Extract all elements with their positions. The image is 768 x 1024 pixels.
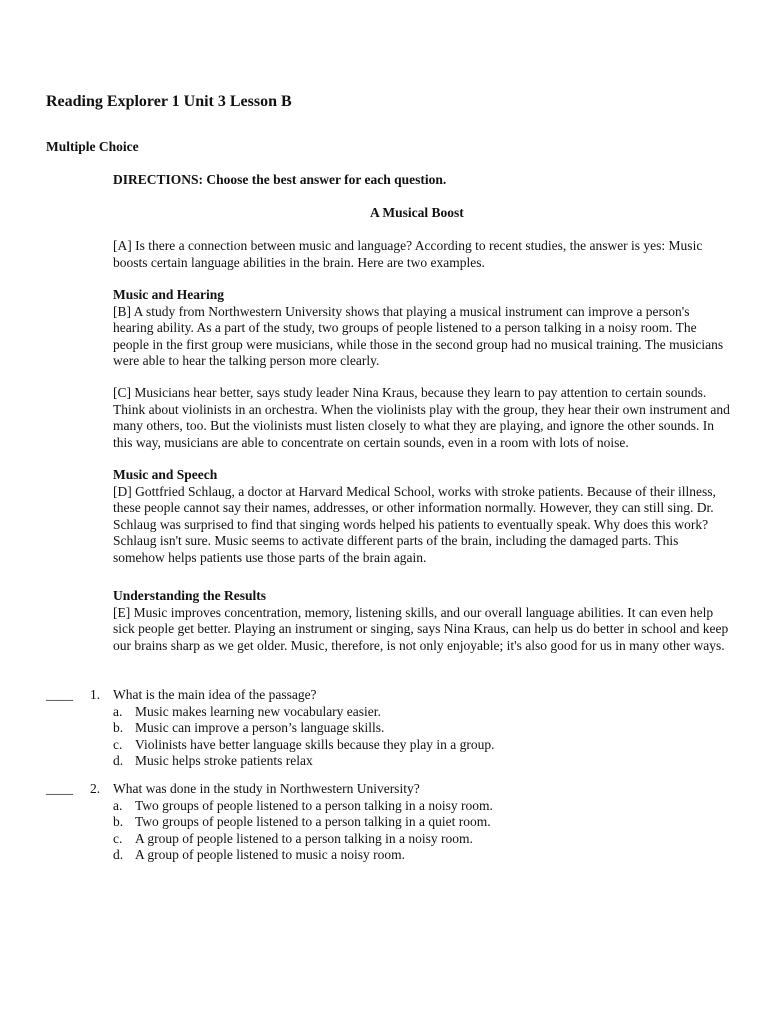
option-d[interactable] <box>113 847 493 864</box>
answer-blank[interactable]: ____ <box>46 687 73 702</box>
option-c[interactable] <box>113 831 493 848</box>
answer-options <box>113 798 493 864</box>
paragraph-c <box>113 385 733 451</box>
option-letter: d. <box>113 847 124 862</box>
option-c[interactable] <box>113 737 494 754</box>
option-letter: c. <box>113 830 123 846</box>
answer-options <box>113 704 494 770</box>
paragraph-b <box>113 287 733 370</box>
option-letter: b. <box>113 720 124 735</box>
subheading-music-and-hearing: Music and Hearing <box>113 287 225 302</box>
subheading-understanding-the-results: Understanding the Results <box>113 588 267 603</box>
question-text: What is the main idea of the passage? <box>113 687 317 702</box>
subheading-music-and-speech: Music and Speech <box>113 467 218 482</box>
option-letter: b. <box>113 814 124 829</box>
option-d[interactable] <box>113 753 494 770</box>
document-title: Reading Explorer 1 Unit 3 Lesson B <box>46 93 292 110</box>
paragraph-b-text: [B] A study from Northwestern University shows that playing a musical instrument can improve a person's hearing ability. As a part of the study, two groups of people listened to a person talking in a noisy room. The people in the first group were musicians, while those in the second group had no musical training. The musicians were able to hear the talking person more clearly. <box>113 303 724 368</box>
option-letter: c. <box>113 736 123 752</box>
option-text: A group of people listened to a person talking in a noisy room. <box>135 830 473 846</box>
option-b[interactable] <box>113 720 494 737</box>
paragraph-a-text: [A] Is there a connection between music and language? According to recent studies, the answer is yes: Music boosts certain language abilities in the brain. Here are two examples. <box>113 238 703 270</box>
question-text: What was done in the study in Northwestern University? <box>113 781 420 796</box>
option-letter: d. <box>113 753 124 768</box>
option-text: Music can improve a person’s language skills. <box>135 720 385 735</box>
passage-title: A Musical Boost <box>370 205 464 220</box>
paragraph-a <box>113 238 733 271</box>
option-letter: a. <box>113 797 123 813</box>
option-text: Two groups of people listened to a person talking in a noisy room. <box>135 797 493 813</box>
option-b[interactable] <box>113 814 493 831</box>
question-number: 1. <box>90 687 101 702</box>
option-text: Music helps stroke patients relax <box>135 753 313 768</box>
paragraph-e-text: [E] Music improves concentration, memory, listening skills, and our overall language abilities. It can even help sick people get better. Playing an instrument or singing, says Nina Kraus, can help us do better in school and keep our brains sharp as we get older. Music, therefore, is not only enjoyable; it's also good for us in many other ways. <box>113 604 729 653</box>
option-letter: a. <box>113 703 123 719</box>
question-number: 2. <box>90 781 101 796</box>
option-text: Music makes learning new vocabulary easier. <box>135 703 381 719</box>
paragraph-d <box>113 467 733 566</box>
paragraph-c-text: [C] Musicians hear better, says study leader Nina Kraus, because they learn to pay attention to certain sounds. Think about violinists in an orchestra. When the violinists play with the group, they hear their own instrument and many others, too. But the violinists must listen closely to what they are playing, and ignore the other sounds. In this way, musicians are able to concentrate on certain sounds, even in a room with lots of noise. <box>113 385 730 450</box>
answer-blank[interactable]: ____ <box>46 781 73 796</box>
option-text: Two groups of people listened to a person talking in a quiet room. <box>135 814 491 829</box>
option-text: Violinists have better language skills because they play in a group. <box>135 736 495 752</box>
option-text: A group of people listened to music a noisy room. <box>135 847 405 862</box>
paragraph-d-text: [D] Gottfried Schlaug, a doctor at Harvard Medical School, works with stroke patients. Because of their illness, these people cannot say their names, addresses, or other information normally. However, they can still sing. Dr. Schlaug was surprised to find that singing words helped his patients to eventually speak. Why does this work? Schlaug isn't sure. Music seems to activate different parts of the brain, including the damaged parts. This somehow helps patients use those parts of the brain again. <box>113 483 716 565</box>
section-heading: Multiple Choice <box>46 139 139 154</box>
option-a[interactable] <box>113 798 493 815</box>
paragraph-e <box>113 588 733 654</box>
option-a[interactable] <box>113 704 494 721</box>
directions-text: DIRECTIONS: Choose the best answer for each question. <box>113 172 447 187</box>
